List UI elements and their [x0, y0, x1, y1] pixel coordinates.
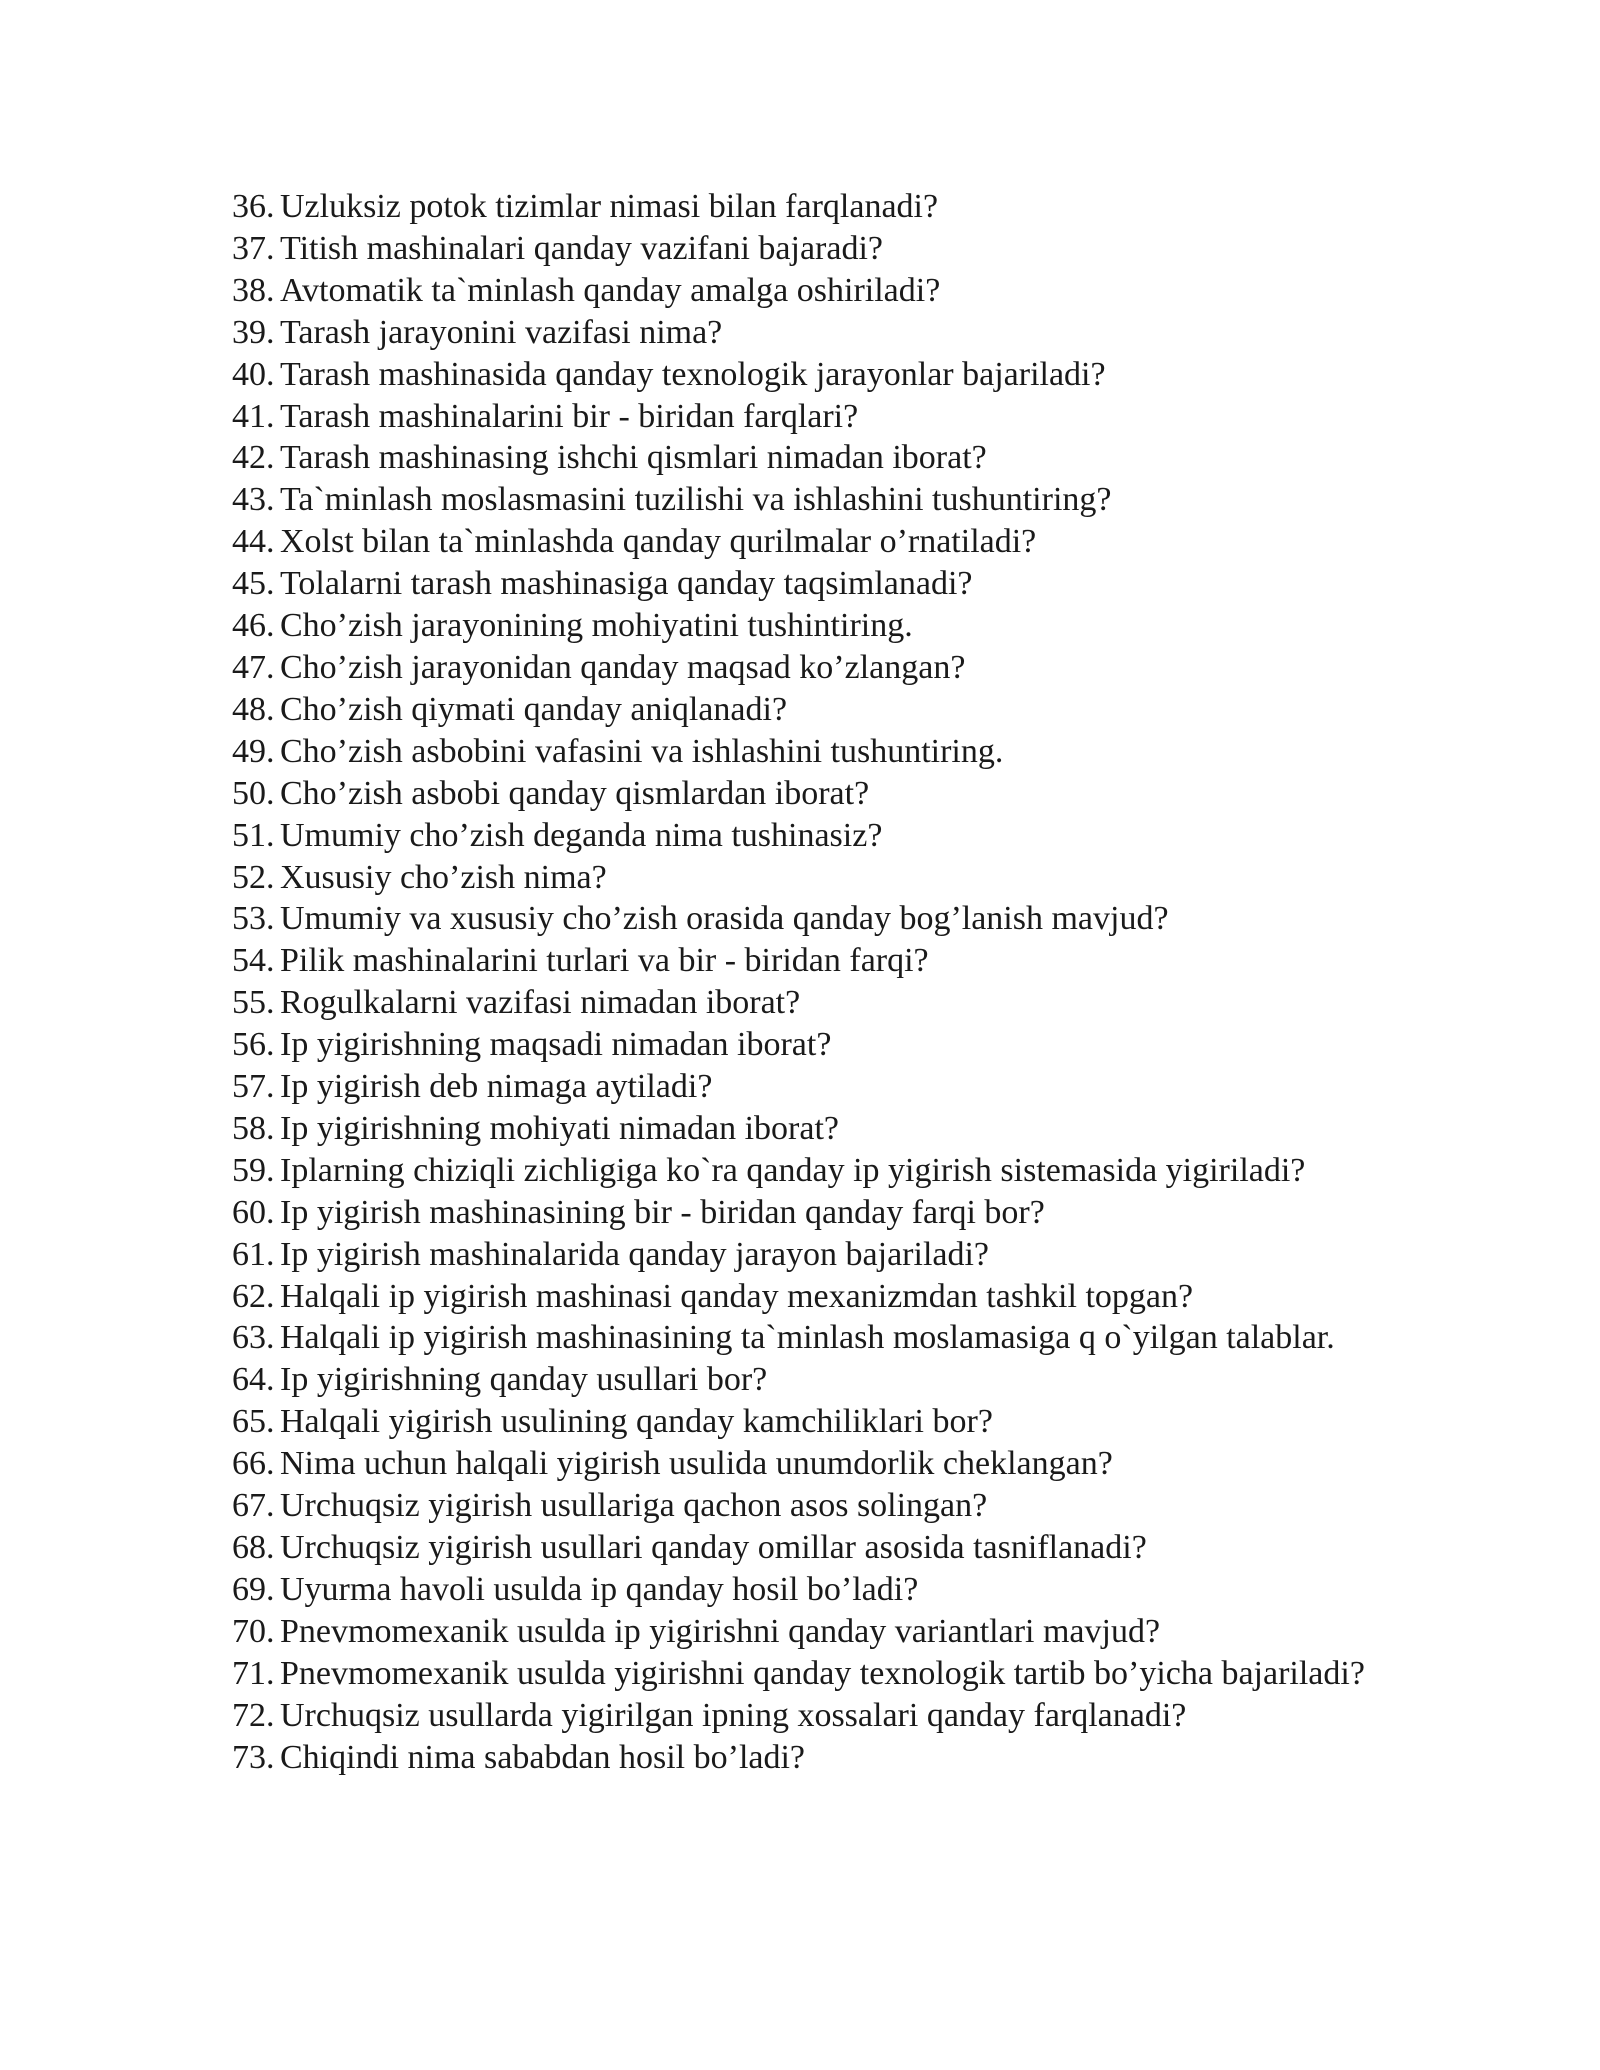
question-text: Chiqindi nima sababdan hosil bo’ladi? [280, 1738, 806, 1776]
question-item [232, 1276, 1404, 1318]
question-text: Pnevmomexanik usulda yigirishni qanday texnologik tartib bo’yicha bajariladi? [280, 1654, 1365, 1692]
question-item [232, 773, 1404, 815]
question-item [232, 1653, 1404, 1695]
question-number: 54. [232, 942, 275, 980]
question-number: 57. [232, 1068, 275, 1106]
question-number: 49. [232, 732, 275, 770]
question-number: 72. [232, 1696, 275, 1734]
question-item [232, 521, 1404, 563]
question-number: 46. [232, 607, 275, 645]
question-text: Umumiy va xususiy cho’zish orasida qanday bog’lanish mavjud? [280, 900, 1169, 938]
question-text: Pilik mashinalarini turlari va bir - biridan farqi? [280, 942, 929, 980]
question-text: Cho’zish asbobi qanday qismlardan iborat? [280, 774, 870, 812]
question-list [232, 186, 1404, 1778]
question-item [232, 1401, 1404, 1443]
question-number: 55. [232, 984, 275, 1022]
question-number: 64. [232, 1361, 275, 1399]
question-text: Xususiy cho’zish nima? [280, 858, 607, 896]
question-text: Urchuqsiz yigirish usullari qanday omillar asosida tasniflanadi? [280, 1529, 1147, 1566]
question-text: Urchuqsiz yigirish usullariga qachon asos solingan? [280, 1487, 988, 1525]
question-number: 37. [232, 229, 275, 267]
question-item [232, 1150, 1404, 1192]
question-number: 69. [232, 1570, 275, 1608]
question-item [232, 563, 1404, 605]
question-item [232, 1066, 1404, 1108]
question-item [232, 731, 1404, 773]
question-text: Urchuqsiz usullarda yigirilgan ipning xossalari qanday farqlanadi? [280, 1696, 1187, 1734]
question-text: Avtomatik ta`minlash qanday amalga oshiriladi? [280, 271, 941, 309]
question-text: Ip yigirishning maqsadi nimadan iborat? [280, 1026, 832, 1064]
question-number: 36. [232, 188, 275, 225]
question-number: 71. [232, 1654, 275, 1692]
question-number: 41. [232, 397, 275, 435]
question-text: Nima uchun halqali yigirish usulida unumdorlik cheklangan? [280, 1445, 1113, 1483]
question-number: 52. [232, 858, 275, 896]
question-number: 59. [232, 1151, 275, 1189]
question-number: 53. [232, 900, 275, 938]
question-item [232, 1527, 1404, 1569]
question-text: Pnevmomexanik usulda ip yigirishni qanday variantlari mavjud? [280, 1612, 1161, 1650]
question-text: Tarash jarayonini vazifasi nima? [280, 313, 723, 351]
question-item [232, 396, 1404, 438]
question-item [232, 1737, 1404, 1779]
question-item [232, 1485, 1404, 1527]
question-number: 43. [232, 481, 275, 519]
question-text: Ip yigirishning qanday usullari bor? [280, 1361, 768, 1399]
question-item [232, 1108, 1404, 1150]
question-item [232, 1317, 1404, 1359]
question-number: 39. [232, 313, 275, 351]
question-text: Rogulkalarni vazifasi nimadan iborat? [280, 984, 801, 1022]
question-number: 40. [232, 355, 275, 393]
question-text: Ip yigirish mashinasining bir - biridan qanday farqi bor? [280, 1193, 1045, 1231]
question-number: 56. [232, 1026, 275, 1064]
question-text: Cho’zish jarayonining mohiyatini tushintiring. [280, 607, 913, 645]
question-number: 73. [232, 1738, 275, 1776]
question-text: Halqali yigirish usulining qanday kamchiliklari bor? [280, 1403, 993, 1441]
question-item [232, 898, 1404, 940]
question-number: 51. [232, 816, 275, 854]
question-item [232, 857, 1404, 899]
question-number: 60. [232, 1193, 275, 1231]
question-text: Tarash mashinasing ishchi qismlari nimadan iborat? [280, 439, 987, 477]
question-text: Cho’zish qiymati qanday aniqlanadi? [280, 690, 788, 728]
question-item [232, 689, 1404, 731]
question-item [232, 1569, 1404, 1611]
question-number: 42. [232, 439, 275, 477]
question-text: Ip yigirishning mohiyati nimadan iborat? [280, 1109, 840, 1147]
question-number: 58. [232, 1109, 275, 1147]
question-item [232, 186, 1404, 228]
question-number: 38. [232, 271, 275, 309]
question-text: Tarash mashinalarini bir - biridan farqlari? [280, 397, 859, 435]
question-text: Ta`minlash moslasmasini tuzilishi va ishlashini tushuntiring? [280, 481, 1112, 519]
question-number: 68. [232, 1529, 275, 1566]
question-item [232, 940, 1404, 982]
question-text: Tarash mashinasida qanday texnologik jarayonlar bajariladi? [280, 355, 1106, 393]
question-item [232, 1611, 1404, 1653]
question-item [232, 1695, 1404, 1737]
question-text: Cho’zish asbobini vafasini va ishlashini tushuntiring. [280, 732, 1004, 770]
question-number: 62. [232, 1277, 275, 1315]
question-number: 66. [232, 1445, 275, 1483]
question-number: 61. [232, 1235, 275, 1273]
question-text: Cho’zish jarayonidan qanday maqsad ko’zlangan? [280, 648, 966, 686]
question-number: 47. [232, 648, 275, 686]
question-text: Uyurma havoli usulda ip qanday hosil bo’ladi? [280, 1570, 919, 1608]
question-number: 50. [232, 774, 275, 812]
question-number: 67. [232, 1487, 275, 1525]
question-item [232, 1024, 1404, 1066]
question-number: 48. [232, 690, 275, 728]
question-text: Uzluksiz potok tizimlar nimasi bilan farqlanadi? [280, 188, 939, 225]
question-number: 63. [232, 1319, 275, 1357]
question-number: 45. [232, 565, 275, 603]
question-item [232, 1359, 1404, 1401]
question-item [232, 605, 1404, 647]
question-text: Titish mashinalari qanday vazifani bajaradi? [280, 229, 884, 267]
question-item [232, 479, 1404, 521]
question-item [232, 312, 1404, 354]
question-text: Iplarning chiziqli zichligiga ko`ra qanday ip yigirish sistemasida yigiriladi? [280, 1151, 1306, 1189]
question-item [232, 815, 1404, 857]
question-number: 70. [232, 1612, 275, 1650]
question-text: Halqali ip yigirish mashinasi qanday mexanizmdan tashkil topgan? [280, 1277, 1194, 1315]
question-item [232, 437, 1404, 479]
question-item [232, 354, 1404, 396]
question-item [232, 1192, 1404, 1234]
question-item [232, 647, 1404, 689]
question-item [232, 228, 1404, 270]
question-text: Ip yigirish mashinalarida qanday jarayon bajariladi? [280, 1235, 990, 1273]
question-text: Halqali ip yigirish mashinasining ta`minlash moslamasiga q o`yilgan talablar. [280, 1319, 1335, 1357]
question-text: Ip yigirish deb nimaga aytiladi? [280, 1068, 713, 1106]
question-text: Umumiy cho’zish deganda nima tushinasiz? [280, 816, 883, 854]
question-item [232, 982, 1404, 1024]
question-item [232, 1234, 1404, 1276]
question-text: Tolalarni tarash mashinasiga qanday taqsimlanadi? [280, 565, 973, 603]
question-text: Xolst bilan ta`minlashda qanday qurilmalar o’rnatiladi? [280, 523, 1037, 561]
question-number: 65. [232, 1403, 275, 1441]
question-item [232, 1443, 1404, 1485]
question-item [232, 270, 1404, 312]
question-number: 44. [232, 523, 275, 561]
